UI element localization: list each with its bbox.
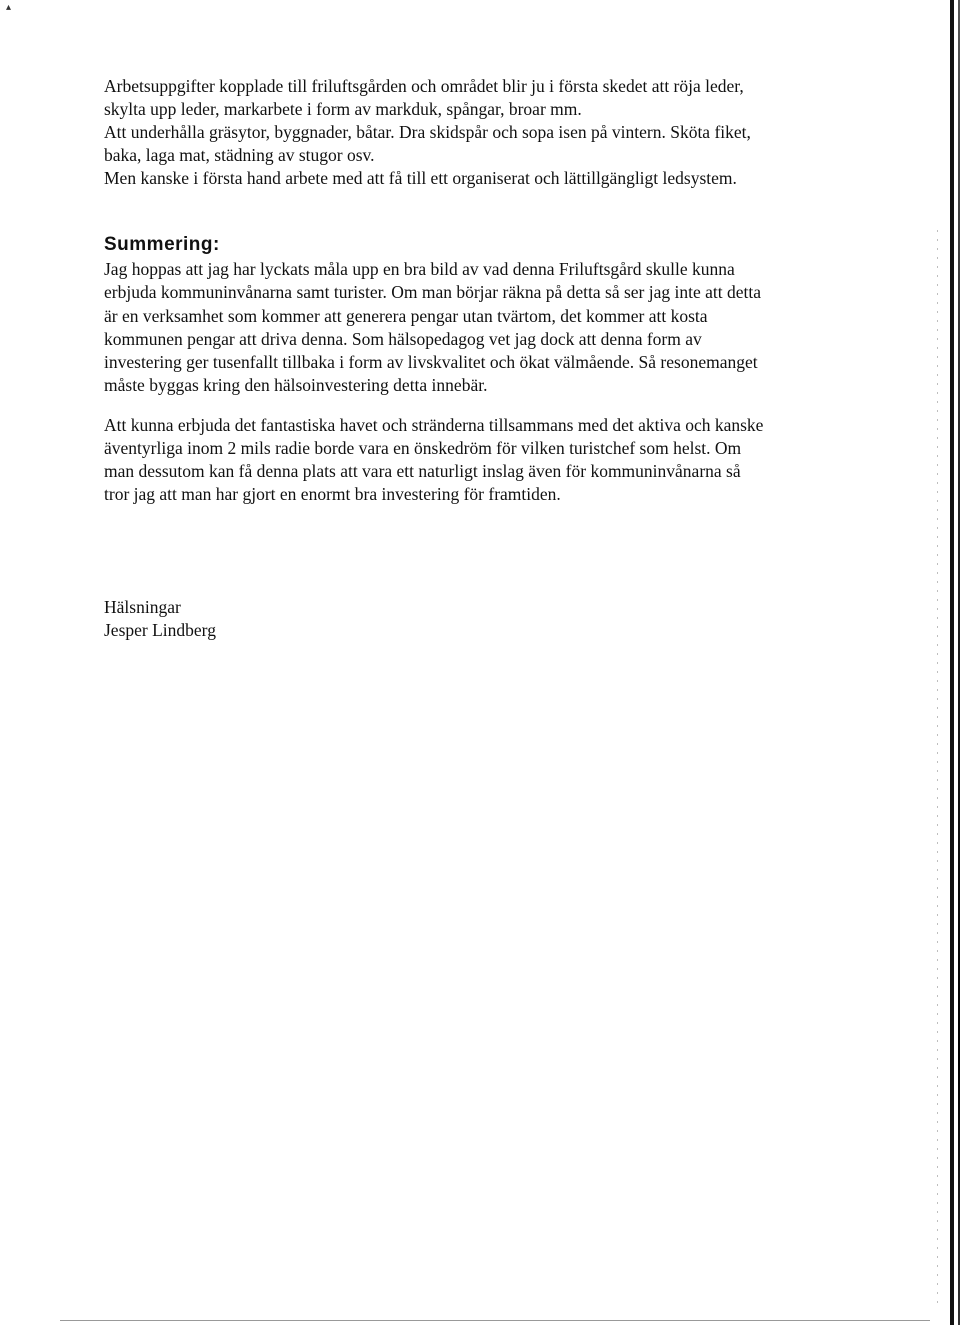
signature-name: Jesper Lindberg [104, 620, 216, 640]
text-line: Att kunna erbjuda det fantastiska havet och stränderna tillsammans med det aktiva och kanske [104, 415, 764, 435]
text-line: investering ger tusenfallt tillbaka i form av livskvalitet och ökat välmående. Så resonemanget [104, 352, 758, 373]
text-line: måste byggas kring den hälsoinvestering detta innebär. [104, 375, 488, 396]
text-line: Arbetsuppgifter kopplade till friluftsgården och området blir ju i första skedet att röja leder, [104, 76, 744, 96]
text-line: erbjuda kommuninvånarna samt turister. Om man börjar räkna på detta så ser jag inte att detta [104, 282, 762, 303]
text-line: baka, laga mat, städning av stugor osv. [104, 145, 375, 165]
text-line: äventyrliga inom 2 mils radie borde vara en önskedröm för vilken turistchef som helst. Om [104, 438, 742, 458]
text-line: Jag hoppas att jag har lyckats måla upp en bra bild av vad denna Friluftsgård skulle kunna [104, 259, 735, 279]
scan-mark: ▴ [6, 2, 12, 13]
scan-bottom-edge [60, 1320, 930, 1321]
scan-edge-dots [937, 230, 938, 1310]
text-line: Att underhålla gräsytor, byggnader, båtar. Dra skidspår och sopa isen på vintern. Sköta fiket, [104, 122, 751, 142]
paragraph-work-tasks [104, 75, 844, 190]
text-line: tror jag att man har gjort en enormt bra investering för framtiden. [104, 484, 561, 504]
text-line: skylta upp leder, markarbete i form av markduk, spångar, broar mm. [104, 99, 582, 119]
signature-block [104, 596, 844, 642]
closing-greeting: Hälsningar [104, 597, 181, 617]
text-line: kommunen pengar att driva denna. Som hälsopedagog vet jag dock att denna form av [104, 328, 702, 349]
text-line: Men kanske i första hand arbete med att få till ett organiserat och lättillgängligt ledsystem. [104, 168, 737, 188]
paragraph-summary [104, 258, 844, 398]
text-line: är en verksamhet som kommer att generera pengar utan tvärtom, det kommer att kosta [104, 305, 708, 326]
paragraph-vision [104, 414, 844, 506]
section-heading: Summering: [104, 234, 220, 255]
scan-edge-border [950, 0, 954, 1325]
text-line: man dessutom kan få denna plats att vara ett naturligt inslag även för kommuninvånarna så [104, 461, 741, 481]
